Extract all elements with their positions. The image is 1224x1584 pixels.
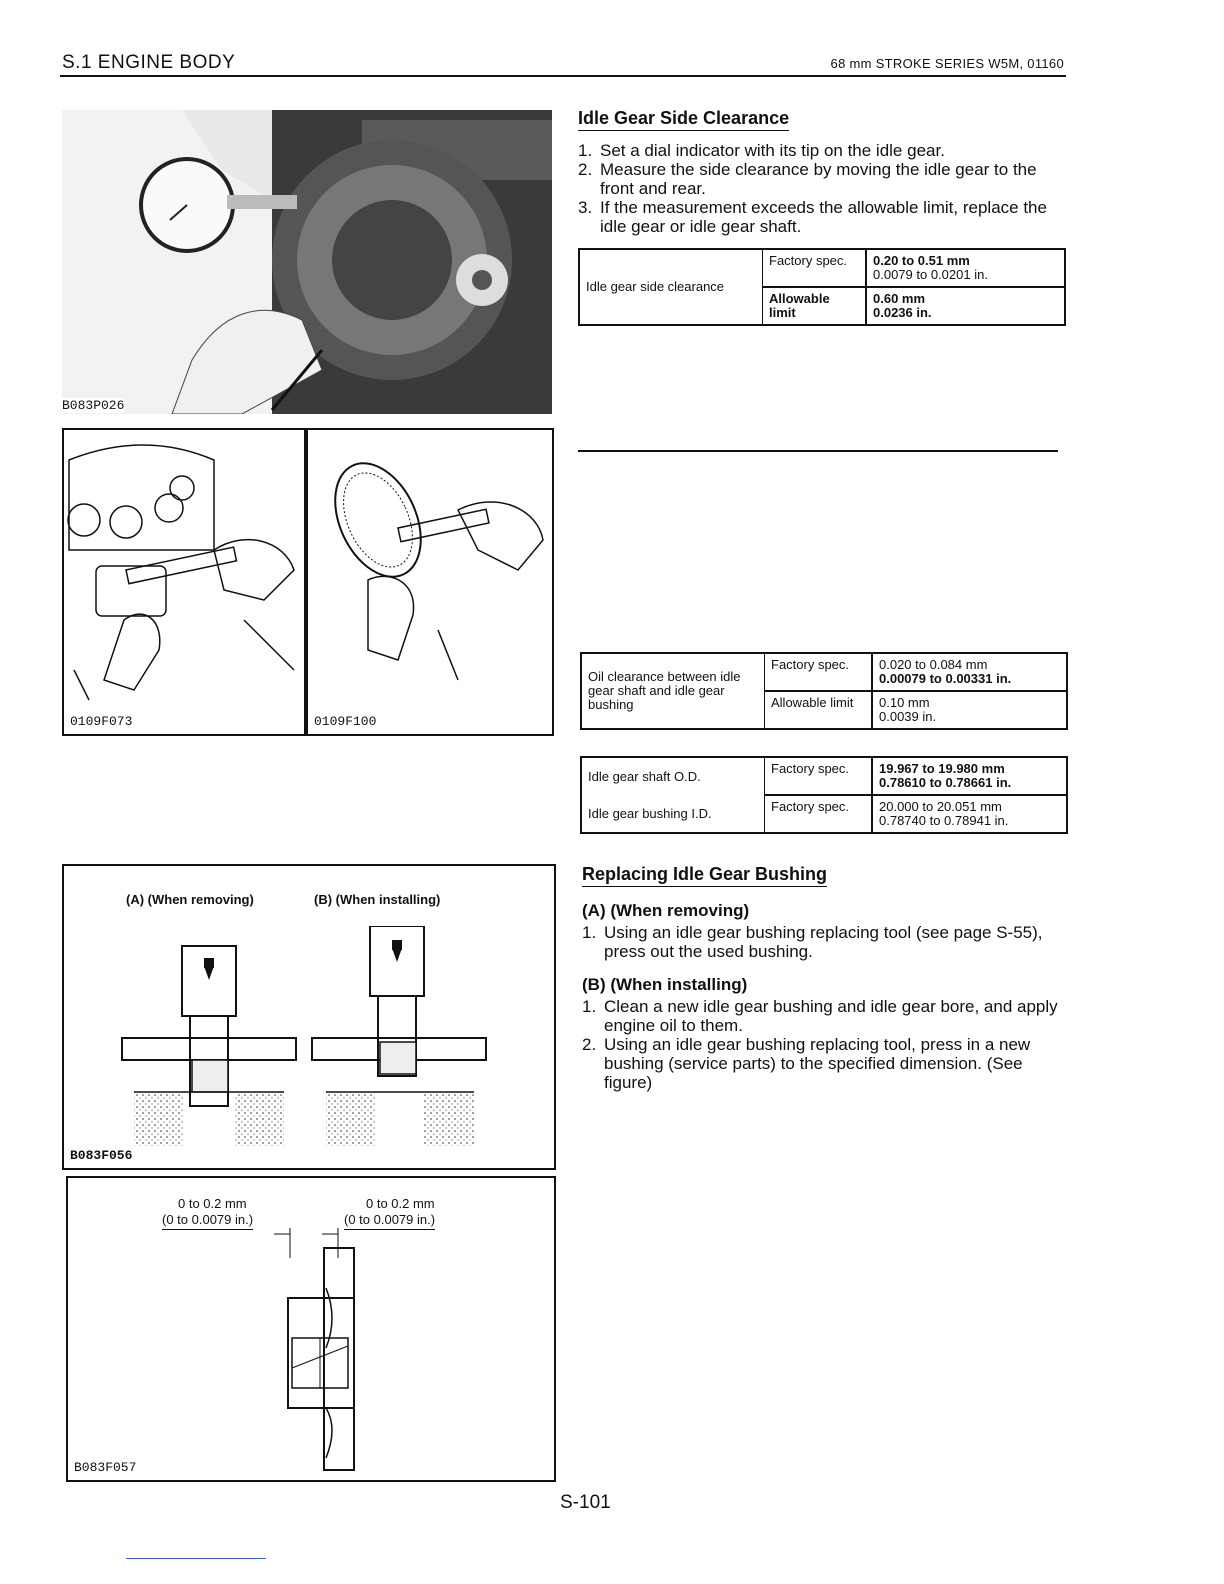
shaft-factory-key: Factory spec. <box>765 758 873 795</box>
removing-heading: (A) (When removing) <box>582 901 750 920</box>
side-clearance-steps <box>578 141 1062 236</box>
press-tool-figure <box>62 864 556 1170</box>
factory-spec-key: Factory spec. <box>765 654 873 691</box>
list-item: 1. Set a dial indicator with its tip on the idle gear. <box>578 141 945 160</box>
allowable-limit-key: Allowable limit <box>763 287 867 324</box>
shaft-measure-figure <box>62 428 306 736</box>
removing-steps <box>582 923 1064 961</box>
page-number: S-101 <box>560 1492 611 1513</box>
fig2-caption: 0109F073 <box>70 714 133 729</box>
list-item: 1. Using an idle gear bushing replacing tool (see page S-55), press out the used bushing. <box>582 923 1043 961</box>
dim-right-in: (0 to 0.0079 in.) <box>344 1212 435 1230</box>
allowable-limit-value: 0.60 mm 0.0236 in. <box>873 291 932 320</box>
factory-spec-value: 0.020 to 0.084 mm 0.00079 to 0.00331 in. <box>872 654 1066 691</box>
label-when-removing: (A) (When removing) <box>126 892 254 907</box>
dim-left-in: (0 to 0.0079 in.) <box>162 1212 253 1230</box>
label-when-installing: (B) (When installing) <box>314 892 441 907</box>
list-item: 3. If the measurement exceeds the allowable limit, replace the idle gear or idle gear shaft. <box>578 198 1047 236</box>
section-divider <box>578 450 1058 452</box>
section-title: S.1 ENGINE BODY <box>62 52 236 73</box>
list-item: 2. Using an idle gear bushing replacing tool, press in a new bushing (service parts) to the specified dimension. (See figure) <box>582 1035 1031 1092</box>
oil-clearance-table <box>580 652 1068 730</box>
factory-spec-value: 0.20 to 0.51 mm 0.0079 to 0.0201 in. <box>866 250 1064 287</box>
bushing-factory-key: Factory spec. <box>765 795 873 832</box>
shaft-factory-value: 19.967 to 19.980 mm 0.78610 to 0.78661 in. <box>872 758 1066 795</box>
dim-left-mm: 0 to 0.2 mm <box>178 1196 247 1211</box>
shaft-od-label: Idle gear shaft O.D. <box>582 758 765 795</box>
replacing-title: Replacing Idle Gear Bushing <box>582 864 827 887</box>
photo1-caption: B083P026 <box>62 398 125 413</box>
footer-link-underline <box>126 1558 266 1559</box>
installing-heading: (B) (When installing) <box>582 975 748 994</box>
bushing-measure-figure <box>306 428 554 736</box>
bushing-measure-illustration <box>308 430 552 734</box>
allowable-limit-key: Allowable limit <box>765 691 873 728</box>
oil-clearance-label: Oil clearance between idle gear shaft and idle gear bushing <box>582 654 765 728</box>
dimension-illustration <box>68 1228 554 1478</box>
dial-indicator-illustration <box>62 110 552 414</box>
press-tool-illustration <box>64 926 554 1146</box>
header-rule <box>60 75 1066 77</box>
list-item: 1. Clean a new idle gear bushing and idle gear bore, and apply engine oil to them. <box>582 997 1058 1035</box>
shaft-measure-illustration <box>64 430 304 734</box>
fig5-caption: B083F057 <box>74 1460 137 1475</box>
replacing-section <box>582 864 1064 1092</box>
fig4-caption: B083F056 <box>70 1148 133 1163</box>
bushing-id-label: Idle gear bushing I.D. <box>582 795 765 832</box>
side-clearance-title: Idle Gear Side Clearance <box>578 108 789 131</box>
factory-spec-key: Factory spec. <box>763 250 867 287</box>
list-item: 2. Measure the side clearance by moving the idle gear to the front and rear. <box>578 160 1037 198</box>
series-title: 68 mm STROKE SERIES W5M, 01160 <box>830 56 1064 71</box>
fig3-caption: 0109F100 <box>314 714 377 729</box>
bushing-factory-value: 20.000 to 20.051 mm 0.78740 to 0.78941 in. <box>879 799 1009 828</box>
install-dimension-figure <box>66 1176 556 1482</box>
allowable-limit-value: 0.10 mm 0.0039 in. <box>879 695 937 724</box>
side-clearance-label: Idle gear side clearance <box>580 250 763 324</box>
side-clearance-section <box>578 108 1062 236</box>
dial-indicator-photo <box>62 110 552 414</box>
side-clearance-table <box>578 248 1066 326</box>
installing-steps <box>582 997 1064 1092</box>
dim-right-mm: 0 to 0.2 mm <box>366 1196 435 1211</box>
shaft-bushing-table <box>580 756 1068 834</box>
